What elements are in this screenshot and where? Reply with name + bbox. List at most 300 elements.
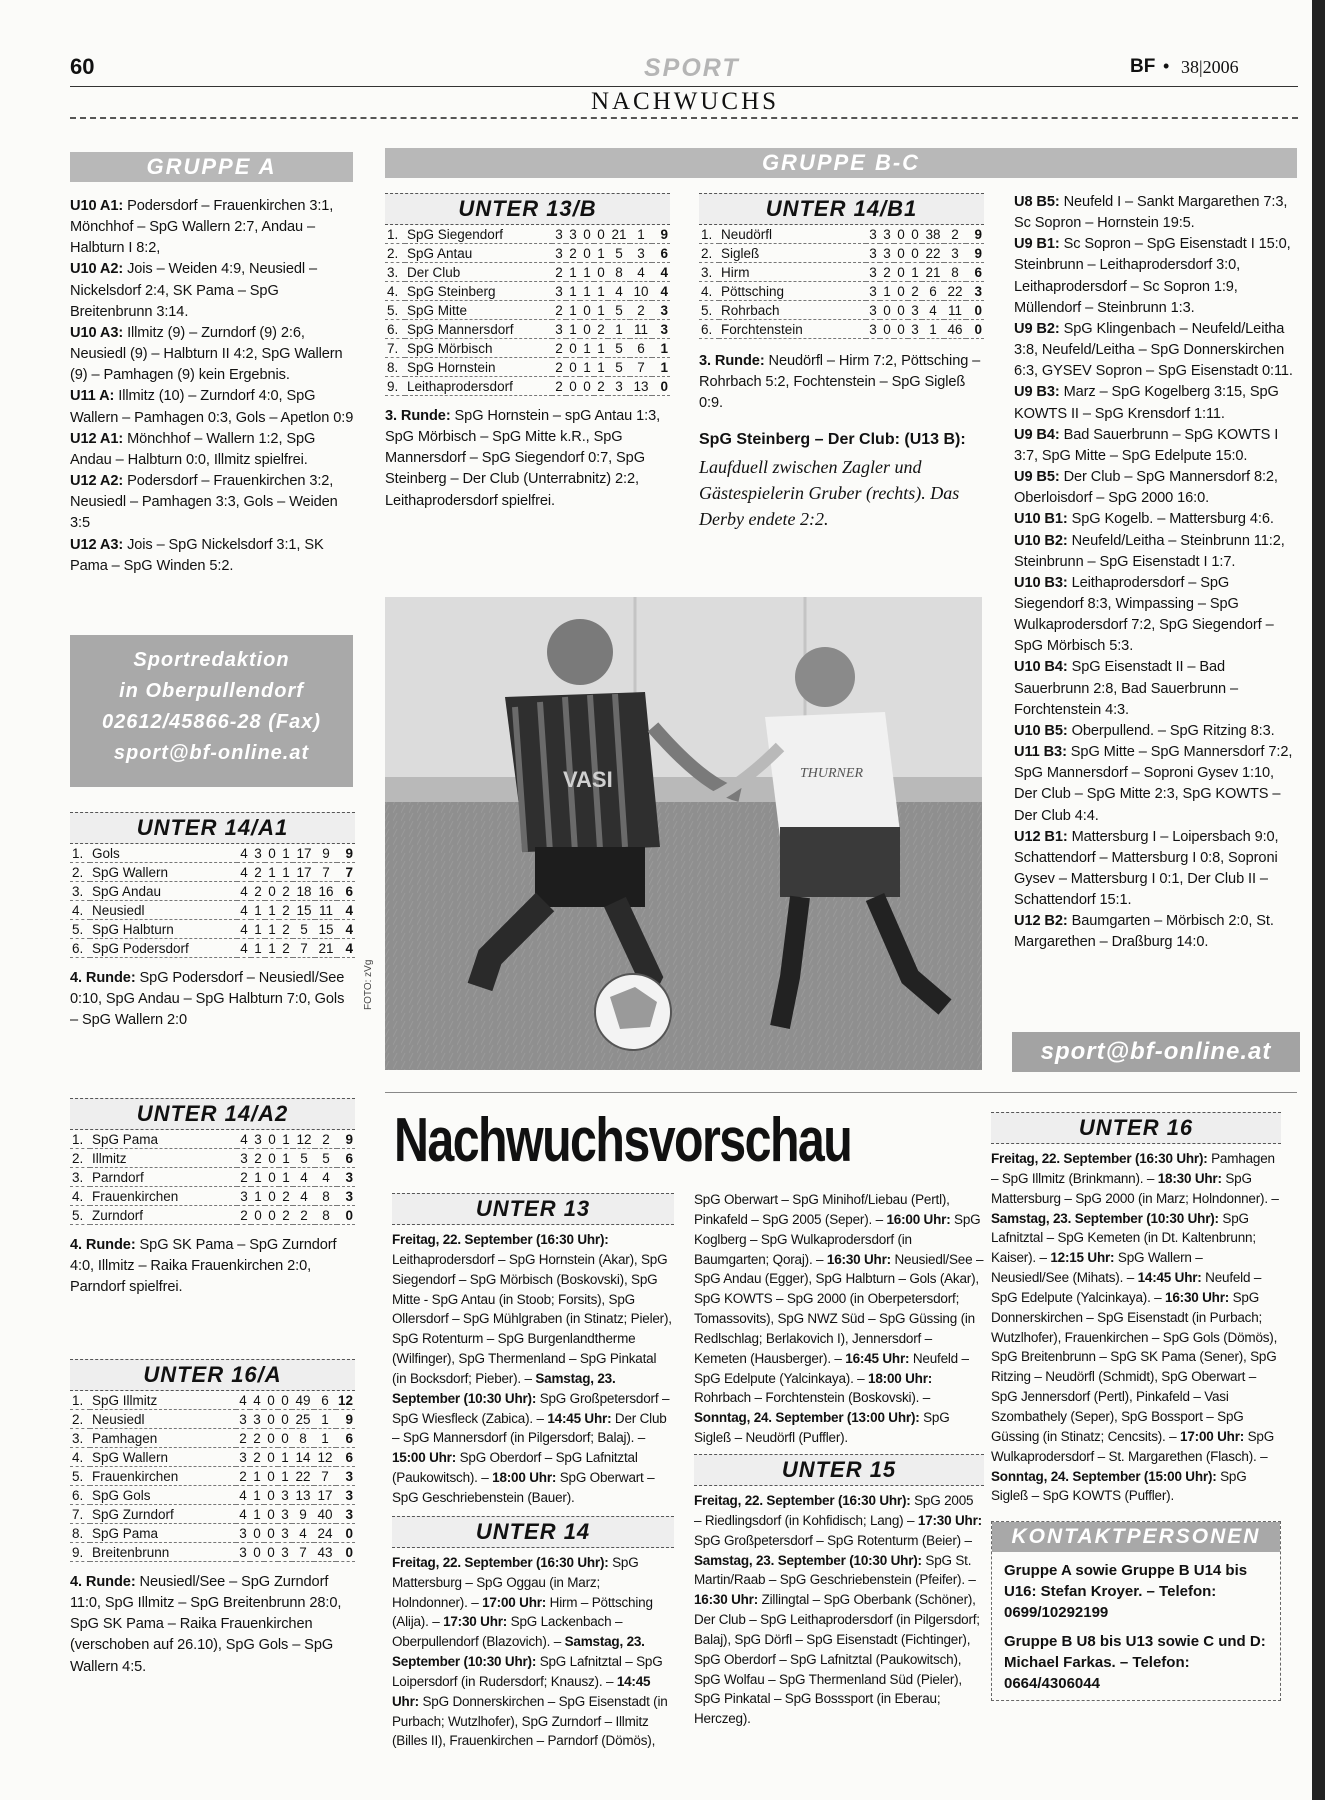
table-row <box>70 844 355 863</box>
table-cell: 0 <box>894 282 908 301</box>
table-cell: 9 <box>337 844 355 863</box>
table-cell: 1 <box>251 920 265 939</box>
u14b1-round <box>699 351 984 414</box>
u14a2-table <box>70 1130 355 1225</box>
table-cell: 2. <box>699 244 719 263</box>
table-cell: 0 <box>265 844 279 863</box>
table-cell: 4 <box>922 301 944 320</box>
table-cell: 1 <box>279 1130 293 1149</box>
result-label: U10 A3: <box>70 324 124 341</box>
result-text: SpG Kogelb. – Mattersburg 4:6. <box>1067 511 1274 528</box>
table-cell: 4. <box>70 1187 90 1206</box>
table-cell: 4 <box>652 282 670 301</box>
redaktion-line-2: in Oberpullendorf <box>119 680 304 702</box>
u14a2-box <box>70 1098 355 1298</box>
table-cell: 6 <box>336 1429 355 1448</box>
table-cell: 3. <box>70 1429 90 1448</box>
table-cell: 3 <box>566 225 580 244</box>
table-cell: 1 <box>652 339 670 358</box>
u14a2-title: UNTER 14/A2 <box>70 1098 355 1130</box>
table-cell: 2 <box>594 320 608 339</box>
table-cell: 1. <box>385 225 405 244</box>
kontakt-title: KONTAKTPERSONEN <box>992 1522 1280 1552</box>
result-paragraph <box>1014 467 1299 509</box>
table-cell: 1 <box>279 1168 293 1187</box>
table-cell: 1 <box>566 320 580 339</box>
table-cell: 4. <box>70 901 90 920</box>
table-cell: 6 <box>337 882 355 901</box>
table-cell: 4 <box>237 882 251 901</box>
table-cell: 3 <box>552 320 566 339</box>
result-paragraph <box>1014 319 1299 382</box>
table-cell: 6 <box>630 339 652 358</box>
table-cell: 12 <box>314 1448 336 1467</box>
table-cell: 0 <box>251 1206 265 1225</box>
table-cell: 1 <box>314 1429 336 1448</box>
table-cell: 46 <box>944 320 966 339</box>
table-cell: 3 <box>278 1486 292 1505</box>
table-cell: 22 <box>922 244 944 263</box>
table-row <box>699 320 984 339</box>
result-paragraph <box>70 196 355 259</box>
table-cell: 7. <box>385 339 405 358</box>
team-name: SpG Antau <box>405 244 552 263</box>
table-cell: 9. <box>70 1543 90 1562</box>
table-cell: 0 <box>264 1391 278 1410</box>
result-label: U8 B5: <box>1014 194 1060 210</box>
table-cell: 7. <box>70 1505 90 1524</box>
u14-preview-title: UNTER 14 <box>392 1516 674 1548</box>
table-cell: 0 <box>594 225 608 244</box>
table-cell: 4 <box>630 263 652 282</box>
u14b1-box <box>699 193 984 532</box>
photo-illustration <box>385 597 982 1070</box>
table-cell: 4 <box>237 901 251 920</box>
table-cell: 4 <box>337 901 355 920</box>
u13b-box <box>385 193 670 512</box>
table-cell: 5 <box>293 1149 315 1168</box>
table-cell: 17 <box>293 863 315 882</box>
table-cell: 3 <box>278 1524 292 1543</box>
u14b1-title: UNTER 14/B1 <box>699 193 984 225</box>
u14b1-table <box>699 225 984 339</box>
table-cell: 1 <box>251 1168 265 1187</box>
table-cell: 3 <box>630 244 652 263</box>
result-text: SpG Eisenstadt II – Bad Sauerbrunn 2:8, Bad Sauerbrunn – Forchtenstein 4:3. <box>1014 659 1238 718</box>
result-paragraph <box>1014 509 1299 530</box>
result-text: Mattersburg I – Loipersbach 9:0, Schattendorf – Mattersburg I 0:8, Soproni Gysev – Mattersburg I 0:1, Der Club II – Schattendorf 15:1. <box>1014 828 1279 909</box>
table-cell: 3 <box>866 301 880 320</box>
table-cell: 2 <box>908 282 922 301</box>
table-cell: 3 <box>880 244 894 263</box>
table-cell: 2 <box>315 1130 337 1149</box>
table-cell: 5. <box>699 301 719 320</box>
table-cell: 1 <box>580 282 594 301</box>
table-row <box>70 939 355 958</box>
table-cell: 3 <box>337 1168 355 1187</box>
table-cell: 1 <box>652 358 670 377</box>
u13b-title: UNTER 13/B <box>385 193 670 225</box>
u16-preview <box>991 1112 1281 1506</box>
result-text: Neufeld I – Sankt Margarethen 7:3, Sc Sopron – Hornstein 19:5. <box>1014 194 1288 232</box>
table-cell: 8. <box>70 1524 90 1543</box>
table-cell: 0 <box>250 1524 264 1543</box>
table-cell: 0 <box>264 1524 278 1543</box>
email-banner[interactable]: sport@bf-online.at <box>1012 1032 1300 1072</box>
result-paragraph <box>1014 721 1299 742</box>
result-text: Oberpullend. – SpG Ritzing 8:3. <box>1067 722 1275 739</box>
table-cell: 1 <box>250 1467 264 1486</box>
table-cell: 2 <box>552 263 566 282</box>
table-cell: 0 <box>265 1149 279 1168</box>
result-paragraph <box>1014 573 1299 658</box>
table-cell: 5. <box>385 301 405 320</box>
result-paragraph <box>1014 657 1299 720</box>
table-cell: 3 <box>866 263 880 282</box>
table-cell: 0 <box>966 320 984 339</box>
u16a-box <box>70 1359 355 1678</box>
u16a-round-text: Neusiedl/See – SpG Zurndorf 11:0, SpG Illmitz – SpG Breitenbrunn 28:0, SpG SK Pama – Raika Frauenkirchen (verschoben auf 26.10), SpG Gols – SpG Wallern 4:5. <box>70 1574 342 1675</box>
table-cell: 17 <box>293 844 315 863</box>
table-cell: 5 <box>315 1149 337 1168</box>
redaktion-email[interactable]: sport@bf-online.at <box>113 742 310 764</box>
table-cell: 2 <box>552 358 566 377</box>
table-cell: 2. <box>70 863 90 882</box>
table-cell: 0 <box>264 1505 278 1524</box>
result-label: U12 B2: <box>1014 913 1068 930</box>
result-text: SpG Mitte – SpG Mannersdorf 7:2, SpG Mannersdorf – Soproni Gysev 1:10, Der Club – SpG Mitte 2:3, SpG KOWTS – Der Club 4:4. <box>1014 744 1293 824</box>
team-name: Neusiedl <box>90 901 237 920</box>
result-paragraph <box>70 535 355 577</box>
table-cell: 0 <box>264 1429 278 1448</box>
table-cell: 1 <box>908 263 922 282</box>
table-cell: 2 <box>552 301 566 320</box>
result-text: Jois – Weiden 4:9, Neusiedl – Nickelsdorf 2:4, SK Pama – SpG Breitenbrunn 3:14. <box>70 261 317 320</box>
table-cell: 0 <box>580 225 594 244</box>
table-cell: 0 <box>580 377 594 396</box>
table-cell: 1 <box>279 863 293 882</box>
result-text: Der Club – SpG Mannersdorf 8:2, Oberloisdorf – SpG 2000 16:0. <box>1014 469 1278 507</box>
table-cell: 1 <box>580 263 594 282</box>
shirt-sponsor: VASI <box>563 767 613 792</box>
table-cell: 17 <box>314 1486 336 1505</box>
table-cell: 6 <box>336 1448 355 1467</box>
result-paragraph <box>70 259 355 322</box>
redaktion-box <box>70 635 353 787</box>
table-cell: 6 <box>314 1391 336 1410</box>
team-name: SpG Andau <box>90 882 237 901</box>
table-cell: 6 <box>337 1149 355 1168</box>
result-text: Sc Sopron – SpG Eisenstadt I 15:0, Steinbrunn – Leithaprodersdorf 3:0, Leithaprodersdorf – Sc Sopron 1:9, Müllendorf – Steinbrunn 1:3. <box>1014 236 1291 316</box>
table-cell: 8 <box>944 263 966 282</box>
table-cell: 0 <box>265 1168 279 1187</box>
table-cell: 3. <box>70 882 90 901</box>
table-row <box>70 1543 355 1562</box>
table-cell: 21 <box>315 939 337 958</box>
table-cell: 1 <box>265 920 279 939</box>
table-cell: 1 <box>314 1410 336 1429</box>
result-paragraph <box>1014 827 1299 912</box>
u14a1-round <box>70 968 355 1031</box>
mid-preview <box>694 1190 984 1729</box>
table-cell: 9. <box>385 377 405 396</box>
team-name: Pöttsching <box>719 282 866 301</box>
subsection-title: NACHWUCHS <box>590 88 780 115</box>
gruppe-a-results <box>70 196 355 577</box>
table-cell: 2 <box>250 1429 264 1448</box>
table-cell: 3 <box>251 1130 265 1149</box>
table-cell: 6. <box>699 320 719 339</box>
table-cell: 2. <box>70 1410 90 1429</box>
table-cell: 3 <box>552 282 566 301</box>
table-cell: 12 <box>293 1130 315 1149</box>
table-cell: 1 <box>250 1505 264 1524</box>
result-paragraph <box>70 386 355 428</box>
table-cell: 3 <box>908 301 922 320</box>
table-cell: 2 <box>594 377 608 396</box>
table-cell: 0 <box>264 1410 278 1429</box>
team-name: Neudörfl <box>719 225 866 244</box>
table-cell: 22 <box>292 1467 314 1486</box>
table-cell: 0 <box>908 225 922 244</box>
table-cell: 22 <box>944 282 966 301</box>
table-cell: 2 <box>236 1429 250 1448</box>
table-cell: 1 <box>251 901 265 920</box>
table-cell: 1 <box>265 863 279 882</box>
team-name: SpG Pama <box>90 1524 236 1543</box>
table-cell: 1 <box>250 1486 264 1505</box>
table-cell: 5 <box>608 244 630 263</box>
table-cell: 1 <box>279 1149 293 1168</box>
u15-preview-title: UNTER 15 <box>694 1454 984 1486</box>
team-name: SpG Wallern <box>90 863 237 882</box>
result-paragraph <box>1014 234 1299 319</box>
table-cell: 18 <box>293 882 315 901</box>
table-cell: 2. <box>70 1149 90 1168</box>
result-label: U12 A2: <box>70 473 124 490</box>
table-cell: 4 <box>337 920 355 939</box>
page-number: 60 <box>70 54 95 79</box>
table-row <box>70 1206 355 1225</box>
table-cell: 13 <box>630 377 652 396</box>
result-text: Leithaprodersdorf – SpG Siegendorf 8:3, Wimpassing – SpG Wulkaprodersdorf 7:2, SpG Siegendorf – SpG Mörbisch 5:3. <box>1014 574 1274 655</box>
table-row <box>699 225 984 244</box>
u13b-round-label: 3. Runde: <box>385 408 451 424</box>
table-cell: 7 <box>293 939 315 958</box>
table-cell: 4 <box>236 1486 250 1505</box>
table-cell: 2 <box>237 1168 251 1187</box>
table-cell: 2 <box>279 1206 293 1225</box>
table-cell: 1 <box>251 939 265 958</box>
table-cell: 6. <box>70 1486 90 1505</box>
result-paragraph <box>1014 192 1299 234</box>
table-cell: 12 <box>337 1393 353 1408</box>
table-cell: 7 <box>630 358 652 377</box>
table-cell: 21 <box>608 225 630 244</box>
table-cell: 2 <box>251 1149 265 1168</box>
team-name: SpG Siegendorf <box>405 225 552 244</box>
table-cell: 11 <box>315 901 337 920</box>
table-cell: 3 <box>336 1467 355 1486</box>
table-cell: 1. <box>70 844 90 863</box>
table-cell: 3 <box>337 1187 355 1206</box>
table-cell: 8 <box>608 263 630 282</box>
u14a1-table <box>70 844 355 958</box>
table-cell: 2 <box>237 1206 251 1225</box>
team-name: Forchtenstein <box>719 320 866 339</box>
table-cell: 7 <box>314 1467 336 1486</box>
table-cell: 2 <box>251 882 265 901</box>
u14a1-round-text: SpG Podersdorf – Neusiedl/See 0:10, SpG Andau – SpG Halbturn 7:0, Gols – SpG Wallern 2:0 <box>70 970 345 1029</box>
table-cell: 9 <box>966 225 984 244</box>
table-cell: 3 <box>652 301 670 320</box>
table-cell: 1. <box>70 1391 90 1410</box>
table-row <box>70 863 355 882</box>
table-cell: 0 <box>265 882 279 901</box>
table-cell: 0 <box>880 320 894 339</box>
gruppe-bc-banner: GRUPPE B-C <box>385 148 1297 178</box>
table-cell: 3 <box>236 1524 250 1543</box>
table-cell: 5 <box>293 920 315 939</box>
table-cell: 2 <box>566 244 580 263</box>
table-row <box>699 301 984 320</box>
table-cell: 15 <box>315 920 337 939</box>
result-paragraph <box>1014 911 1299 953</box>
u14a1-box <box>70 812 355 1031</box>
table-cell: 7 <box>292 1543 314 1562</box>
table-cell: 3 <box>278 1505 292 1524</box>
table-cell: 0 <box>264 1543 278 1562</box>
table-cell: 0 <box>566 358 580 377</box>
table-cell: 3. <box>385 263 405 282</box>
u13-preview-text: Freitag, 22. September (16:30 Uhr): Leithaprodersdorf – SpG Hornstein (Akar), SpG Siegendorf – SpG Mörbisch (Boskovski), SpG Mitte - SpG Antau (in Stoob; Forsits), SpG Ollersdorf – SpG Mühlgraben (in Stinatz; Pieler), SpG Rotenturm – SpG Burgenlandtherme (Wilfinger), SpG Thermenland – SpG Pinkatal (in Bocksdorf; Pieber). – Samstag, 23. September (10:30 Uhr): SpG Großpetersdorf – SpG Wiesfleck (Zabica). – 14:45 Uhr: Der Club – SpG Mannersdorf (in Pilgersdorf; Balaj). – 15:00 Uhr: SpG Oberdorf – SpG Lafnitztal (Paukowitsch). – 18:00 Uhr: SpG Oberwart – SpG Geschriebenstein (Bauer). <box>392 1232 672 1505</box>
header-rule <box>70 86 1298 87</box>
table-row <box>385 377 670 396</box>
table-cell: 1 <box>278 1467 292 1486</box>
table-cell: 6 <box>966 263 984 282</box>
table-row <box>385 301 670 320</box>
table-cell: 1 <box>922 320 944 339</box>
table-cell: 0 <box>894 263 908 282</box>
table-cell: 3 <box>236 1410 250 1429</box>
table-row <box>70 1467 355 1486</box>
u13-preview-title: UNTER 13 <box>392 1193 674 1225</box>
result-text: Baumgarten – Mörbisch 2:0, St. Margarethen – Draßburg 14:0. <box>1014 913 1274 951</box>
u16a-table <box>70 1391 355 1562</box>
vorschau-title: Nachwuchsvorschau <box>394 1106 852 1175</box>
table-row <box>70 1149 355 1168</box>
photo-credit: FOTO: zVg <box>363 959 374 1010</box>
table-cell: 1 <box>566 282 580 301</box>
result-text: Illmitz (9) – Zurndorf (9) 2:6, Neusiedl (9) – Halbturn II 4:2, SpG Wallern (9) – Pamhagen (9) kein Ergebnis. <box>70 324 343 384</box>
table-cell: 4 <box>250 1391 264 1410</box>
issue-number: 38|2006 <box>1181 57 1239 77</box>
table-cell: 11 <box>630 320 652 339</box>
table-cell: 3 <box>236 1448 250 1467</box>
table-cell: 0 <box>336 1524 355 1543</box>
table-cell: 2 <box>279 882 293 901</box>
u16a-title: UNTER 16/A <box>70 1359 355 1391</box>
team-name: SpG Zurndorf <box>90 1505 236 1524</box>
table-row <box>70 1524 355 1543</box>
table-row <box>385 282 670 301</box>
table-cell: 4 <box>237 863 251 882</box>
u15-preview-text: Freitag, 22. September (16:30 Uhr): SpG 2005 – Riedlingsdorf (in Kohfidisch; Lang) – 17:30 Uhr: SpG Großpetersdorf – SpG Rotenturm (Beier) – Samstag, 23. September (10:30 Uhr): SpG St. Martin/Raab – SpG Geschriebenstein (Pfeifer). – 16:30 Uhr: Zillingtal – SpG Oberbank (Schöner), Der Club – SpG Leithaprodersdorf (in Pilgersdorf; Balaj), SpG Dörfl – SpG Eisenstadt (Fichtinger), SpG Oberdorf – SpG Lafnitztal (Paukowitsch), SpG Wolfau – SpG Thermenland Süd (Pieler), SpG Pinkatal – SpG Bosssport (in Eberau; Herczeg). <box>694 1492 982 1727</box>
table-cell: 38 <box>922 225 944 244</box>
table-cell: 4 <box>608 282 630 301</box>
result-text: Jois – SpG Nickelsdorf 3:1, SK Pama – SpG Winden 5:2. <box>70 536 324 574</box>
table-cell: 2 <box>552 377 566 396</box>
table-cell: 5. <box>70 1206 90 1225</box>
table-cell: 4. <box>70 1448 90 1467</box>
table-cell: 4 <box>337 939 355 958</box>
table-cell: 0 <box>278 1410 292 1429</box>
table-cell: 2 <box>552 339 566 358</box>
table-cell: 6. <box>70 939 90 958</box>
table-cell: 5 <box>608 339 630 358</box>
result-paragraph <box>70 471 355 534</box>
caption-text: Laufduell zwischen Zagler und Gästespielerin Gruber (rechts). Das Derby endete 2:2. <box>699 456 960 529</box>
table-cell: 0 <box>264 1467 278 1486</box>
table-cell: 3 <box>236 1543 250 1562</box>
kontakt-person-2: Gruppe B U8 bis U13 sowie C und D: Michael Farkas. – Telefon: 0664/4306044 <box>1004 1633 1266 1692</box>
table-cell: 2 <box>279 901 293 920</box>
result-label: U10 A2: <box>70 261 124 278</box>
result-paragraph <box>1014 531 1299 573</box>
u14a1-title: UNTER 14/A1 <box>70 812 355 844</box>
table-cell: 1. <box>70 1130 90 1149</box>
u16-preview-title: UNTER 16 <box>991 1112 1281 1144</box>
table-cell: 4 <box>237 1130 251 1149</box>
match-photo <box>385 597 982 1070</box>
table-cell: 9 <box>336 1410 355 1429</box>
table-cell: 43 <box>314 1543 336 1562</box>
table-cell: 7 <box>337 863 355 882</box>
table-cell: 3 <box>251 844 265 863</box>
table-cell: 5. <box>70 920 90 939</box>
team-name: Illmitz <box>90 1149 237 1168</box>
table-row <box>385 244 670 263</box>
result-label: U10 B3: <box>1014 574 1068 591</box>
gruppe-a-banner: GRUPPE A <box>70 152 353 182</box>
team-name: Zurndorf <box>90 1206 237 1225</box>
table-cell: 0 <box>594 263 608 282</box>
table-cell: 0 <box>580 244 594 263</box>
table-cell: 3 <box>866 244 880 263</box>
result-label: U9 B1: <box>1014 236 1060 253</box>
page-edge <box>1312 0 1325 1800</box>
table-row <box>70 1391 355 1410</box>
table-cell: 1 <box>608 320 630 339</box>
table-cell: 0 <box>652 377 670 396</box>
table-cell: 8 <box>315 1187 337 1206</box>
table-cell: 14 <box>292 1448 314 1467</box>
table-cell: 24 <box>314 1524 336 1543</box>
result-text: SpG Klingenbach – Neufeld/Leitha 3:8, Neufeld/Leitha – SpG Donnerskirchen 6:3, GYSEV Sopron – SpG Eisenstadt 0:11. <box>1014 320 1293 380</box>
table-cell: 0 <box>265 1130 279 1149</box>
table-cell: 3 <box>866 320 880 339</box>
table-row <box>70 882 355 901</box>
table-cell: 4 <box>652 263 670 282</box>
result-label: U12 A3: <box>70 536 124 553</box>
result-label: U11 B3: <box>1014 744 1067 761</box>
table-row <box>699 282 984 301</box>
table-cell: 4 <box>237 939 251 958</box>
team-name: Hirm <box>719 263 866 282</box>
result-label: U10 A1: <box>70 198 124 214</box>
table-cell: 3 <box>237 1187 251 1206</box>
table-cell: 1 <box>594 282 608 301</box>
